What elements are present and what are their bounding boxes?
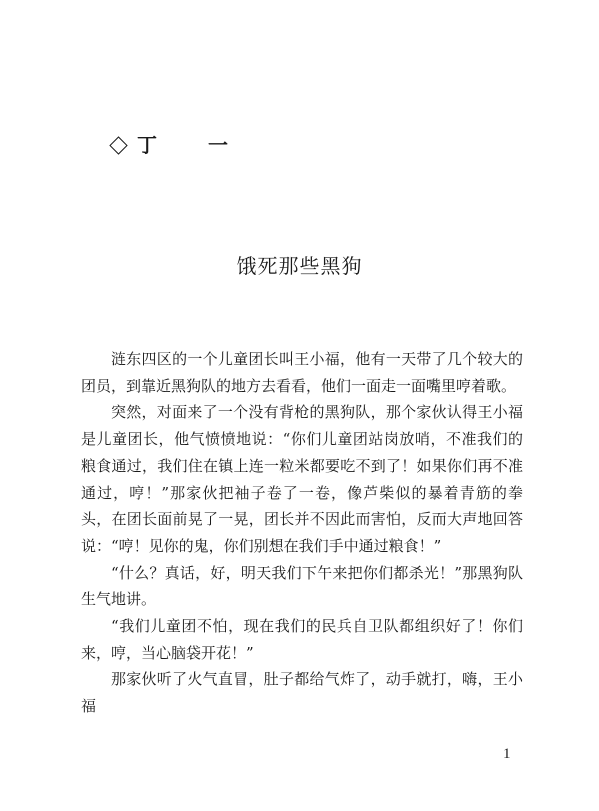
paragraph: “我们儿童团不怕，现在我们的民兵自卫队都组织好了！你们来，哼，当心脑袋开花！”: [81, 617, 523, 662]
paragraph: 那家伙听了火气直冒，肚子都给气炸了，动手就打，嗨，王小福: [81, 670, 523, 716]
paragraph: 涟东四区的一个儿童团长叫王小福，他有一天带了几个较大的团员，到靠近黑狗队的地方去看看，他们一面走一面嘴里哼着歌。: [81, 350, 523, 395]
diamond-icon: [109, 136, 127, 154]
paragraph: 突然，对面来了一个没有背枪的黑狗队，那个家伙认得王小福是儿童团长，他气愤愤地说：“你们儿童团站岗放哨，不准我们的粮食通过，我们住在镇上连一粒米都要吃不到了！如果你们再不准通过，哼！”那家伙把袖子卷了一卷，像芦柴似的暴着青筋的拳头，在团长面前晃了一晃，团长并不因此而害怕，反而大声地回答说：“哼！见你的鬼，你们别想在我们手中通过粮食！”: [81, 403, 523, 555]
article-body: [81, 346, 523, 720]
page-number: 1: [503, 746, 511, 762]
author-name: 丁 一: [137, 133, 250, 157]
paragraph: “什么？真话，好，明天我们下午来把你们都杀光！”那黑狗队生气地讲。: [81, 563, 523, 609]
article-title: 饿死那些黑狗: [236, 254, 363, 278]
author-line: [108, 133, 250, 157]
